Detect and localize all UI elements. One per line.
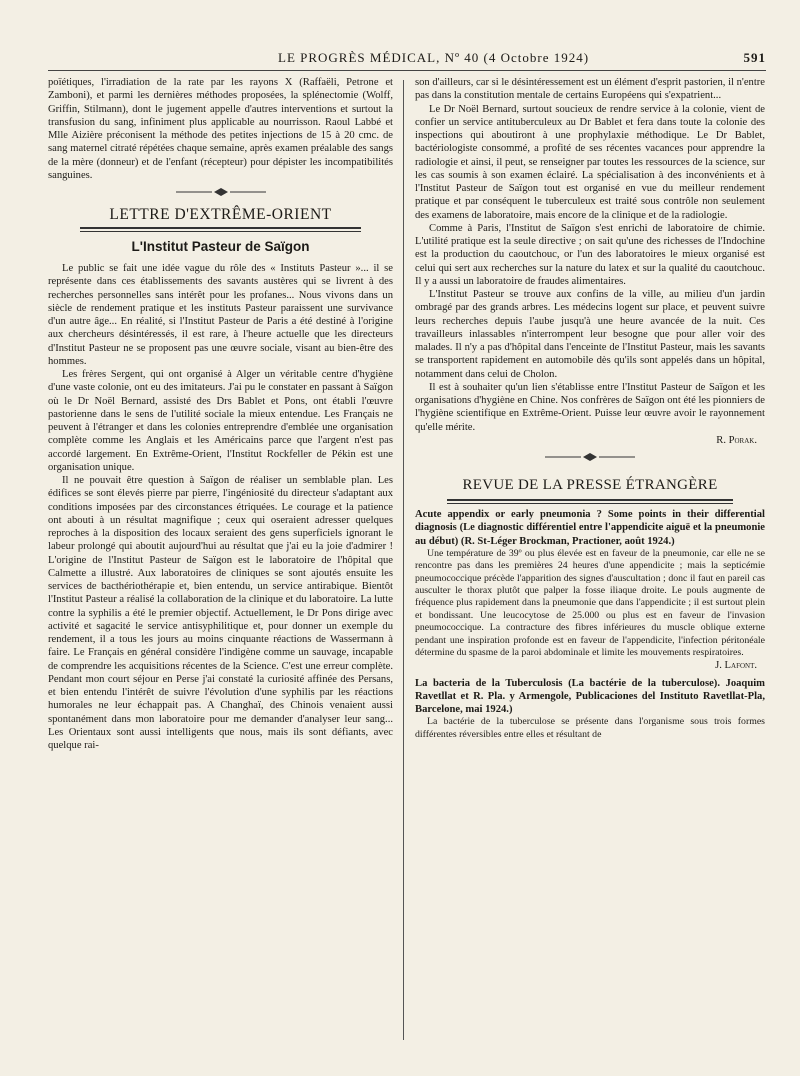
journal-title: LE PROGRÈS MÉDICAL, Nº 40 (4 Octobre 1924) — [278, 50, 590, 65]
review-body — [415, 548, 765, 660]
left-column — [48, 76, 393, 752]
ornament-icon — [545, 452, 635, 462]
intro-paragraph: poïétiques, l'irradiation de la rate par les rayons X (Raffaëli, Petrone et Zamboni), et parmi les dernières méthodes proposées, la splénectomie (Wolff, Griffin, Stilmann), dont le jugement appelle d'autres interventions et surtout la transfusion du sang, infiniment plus applicable au nourrisson. Raoul Labbé et Mlle Aizière préconisent la méthode des petites injections de 15 à 20 cmc. de sang maternel citraté répétées chaque semaine, après examen préalable des sangs de la mère (donneur) et de l'enfant (récepteur) pour dépister les incompatibilités sanguines. — [48, 77, 393, 181]
title-rule — [447, 499, 733, 504]
author-signature: R. Porak. — [716, 434, 757, 446]
review-heading: La bacteria de la Tuberculosis (La bactérie de la tuberculose). Joaquim Ravetllat et R. Pla. y Armengole, Publicaciones del Instituto Ravetllat-Pla, Barcelone, mai 1924.) — [415, 677, 765, 716]
review-text: La bactérie de la tuberculose se présente dans l'organisme sous trois formes différentes réversibles entre elles et résultant de — [415, 716, 765, 740]
paragraph: Il est à souhaiter qu'un lien s'établisse entre l'Institut Pasteur de Saïgon et les organisations d'hygiène en Chine. Nos confrères de Saïgon ont été les pionniers de l'hygiène scientifique en Extrême-Orient. Puisse leur œuvre avoir le rayonnement qu'elle mérite. — [415, 381, 765, 433]
paragraph: Comme à Paris, l'Institut de Saïgon s'est enrichi de laboratoire de chimie. L'utilité pratique est la seule directive ; on sait qu'une des richesses de l'Indochine est la production du caoutchouc, or l'un des laboratoires le mieux organisé est celui qui sert aux recherches sur la nature du latex et sur la qualité du caoutchouc. Il y a aussi un laboratoire de fraudes alimentaires. — [415, 222, 765, 287]
article-title: L'Institut Pasteur de Saïgon — [131, 239, 310, 254]
paragraph: Les frères Sergent, qui ont organisé à Alger un véritable centre d'hygiène d'une vaste colonie, ont eu des imitateurs. J'ai pu le constater en passant à Saïgon où le Dr Noël Bernard, assisté des Drs Bablet et Pons, ont établi l'œuvre pastorienne dans le sens de l'utilité sociale la mieux entendue. Les Français ne peuvent à l'étranger et dans les colonies entreprendre d'emblée une organisation complète comme les Anglais et les Américains parce que l'argent n'est pas accordé largement. En Extrême-Orient, l'Institut Rockfeller de Pékin est une organisation unique. — [48, 369, 393, 473]
paragraph: L'Institut Pasteur se trouve aux confins de la ville, au milieu d'un jardin ombragé par des grands arbres. Les médecins logent sur place, et peuvent suivre leurs recherches depuis l'aube jusqu'à une heure avancée de la nuit. Ces travailleurs inlassables n'interrompent leur besogne que pour aller voir des malades. Il n'y a pas d'hôpital dans l'enceinte de l'Institut Pasteur, mais les savants se transportent rapidement en automobile dès qu'ils sont appelés dans un hôpital, notamment dans celui de Cholon. — [415, 289, 765, 380]
header-rule — [48, 70, 766, 71]
ornament-divider — [415, 447, 765, 467]
page-number: 591 — [743, 50, 766, 65]
title-rule — [80, 227, 361, 232]
review-heading: Acute appendix or early pneumonia ? Some points in their differential diagnosis (Le diagnostic différentiel entre l'appendicite aiguë et la pneumonie au début) (R. St-Léger Brockman, Practioner, août 1924.) — [415, 509, 765, 547]
right-column — [415, 76, 765, 741]
paragraph: son d'ailleurs, car si le désintéressement est un élément d'esprit pastorien, il n'entre pas dans la constitution mentale de certains Européens qui s'expatrient... — [415, 77, 765, 102]
column-divider — [403, 80, 404, 1040]
section-title: LETTRE D'EXTRÊME-ORIENT — [109, 206, 332, 223]
review-signature: J. Lafont. — [715, 660, 757, 672]
running-head — [48, 50, 766, 70]
paragraph: Il ne pouvait être question à Saïgon de réaliser un semblable plan. Les édifices se sont élevés pierre par pierre, l'ingéniosité du directeur s'adaptant aux conditions imposées par des circonstances étriquées. Le courage et la patience ont abouti à un résultat magnifique ; ceux qui oseraient adresser quelques reproches à la disposition des locaux seraient des gens superficiels ignorant le labeur prolongé qui aboutit aujourd'hui au résultat que j'ai eu la joie d'admirer ! L'origine de l'Institut Pasteur de Saïgon est le laboratoire de l'hôpital que Calmette a illustré. Aux laboratoires de cliniques se sont ajoutés ensuite les services de bacthériothérapie et, bien entendu, un service antirabique. Bientôt l'Institut Pasteur a réalisé la collaboration de la clinique et du laboratoire. La lutte contre la syphilis a été le premier objectif. Actuellement, le Dr Pons dirige avec activité et sagacité le service antisyphilitique et, pour donner un exemple du rendement, il a tous les jours au moins cinquante réactions de Wassermann à faire. Le Français en général considère l'indigène comme un sauvage, incapable de comprendre les acquisitions récentes de la Science. C'est une erreur complète. Pendant mon court séjour en Perse j'ai constaté la curiosité affinée des Persans, et bien entendu l'intérêt de suivre l'évolution d'une syphilis par les réactions humorales ne leur échappait pas. A Changhaï, des Chinois venaient aussi spontanément dans mon laboratoire pour me demander d'analyser leur sang... Les Orientaux sont aussi intelligents que nous, mais ils sont défiants, avec quelque rai- — [48, 475, 393, 751]
review-text: Une température de 39º ou plus élevée est en faveur de la pneumonie, car elle ne se rencontre pas dans les premières 24 heures d'une appendicite ; mais la septicémie pneumococcique précède l'apparition des signes d'auscultation ; donc il faut en pareil cas ausculter le thorax plutôt que palper la fosse iliaque droite. Le pouls augmente de fréquence plus rapidement dans la pneumonie que dans l'appendicite ; il est surtout plein et bondissant. Une leucocytose de 25.000 ou plus est en faveur de l'invasion pneumococcique. La contracture des fibres inférieures du muscle oblique externe pendant une inspiration profonde est en faveur de l'appendicite, l'infection péritonéale détermine du spasme de la paroi abdominale et limite les mouvements respiratoires. — [415, 547, 765, 658]
paragraph: Le Dr Noël Bernard, surtout soucieux de rendre service à la colonie, vient de confier un service antituberculeux au Dr Bablet et fera dans toute la colonie des inspections qui aboutiront à une prophylaxie méthodique. Le Dr Bablet, bactériologiste consommé, a profité de ses récentes vacances pour apprendre la radiologie et ainsi, il peut, se renseigner par toutes les ressources de la science, sur les cas soumis à son examen éclairé. La spécialisation à des inconvénients et à l'Institut Pasteur de Saïgon tout est organisé en vue du meilleur rendement pratique et par conséquent le tuberculeux est traité sous contrôle non seulement des examens de laboratoire, mais encore de la clinique et de la radiologie. — [415, 103, 765, 221]
review-body — [415, 716, 765, 741]
paragraph: Le public se fait une idée vague du rôle des « Instituts Pasteur »... il se représente dans ces établissements des savants austères qui se livrent à des recherches personnelles sans intérêt pour les profanes... Nous vivons dans un siècle de rendement pratique et les instituts Pasteur paraissent une survivance d'un autre âge... En réalité, si l'Institut Pasteur de Paris a été destiné à l'origine aux chercheurs désintéressés, il est rare, à l'heure actuelle que les directeurs d'Institut Pasteur ne se proposent pas une œuvre sociale, visant au bien-être des hommes. — [48, 263, 393, 367]
ornament-divider — [48, 182, 393, 202]
ornament-icon — [176, 187, 266, 197]
review-section-title: REVUE DE LA PRESSE ÉTRANGÈRE — [462, 477, 718, 493]
